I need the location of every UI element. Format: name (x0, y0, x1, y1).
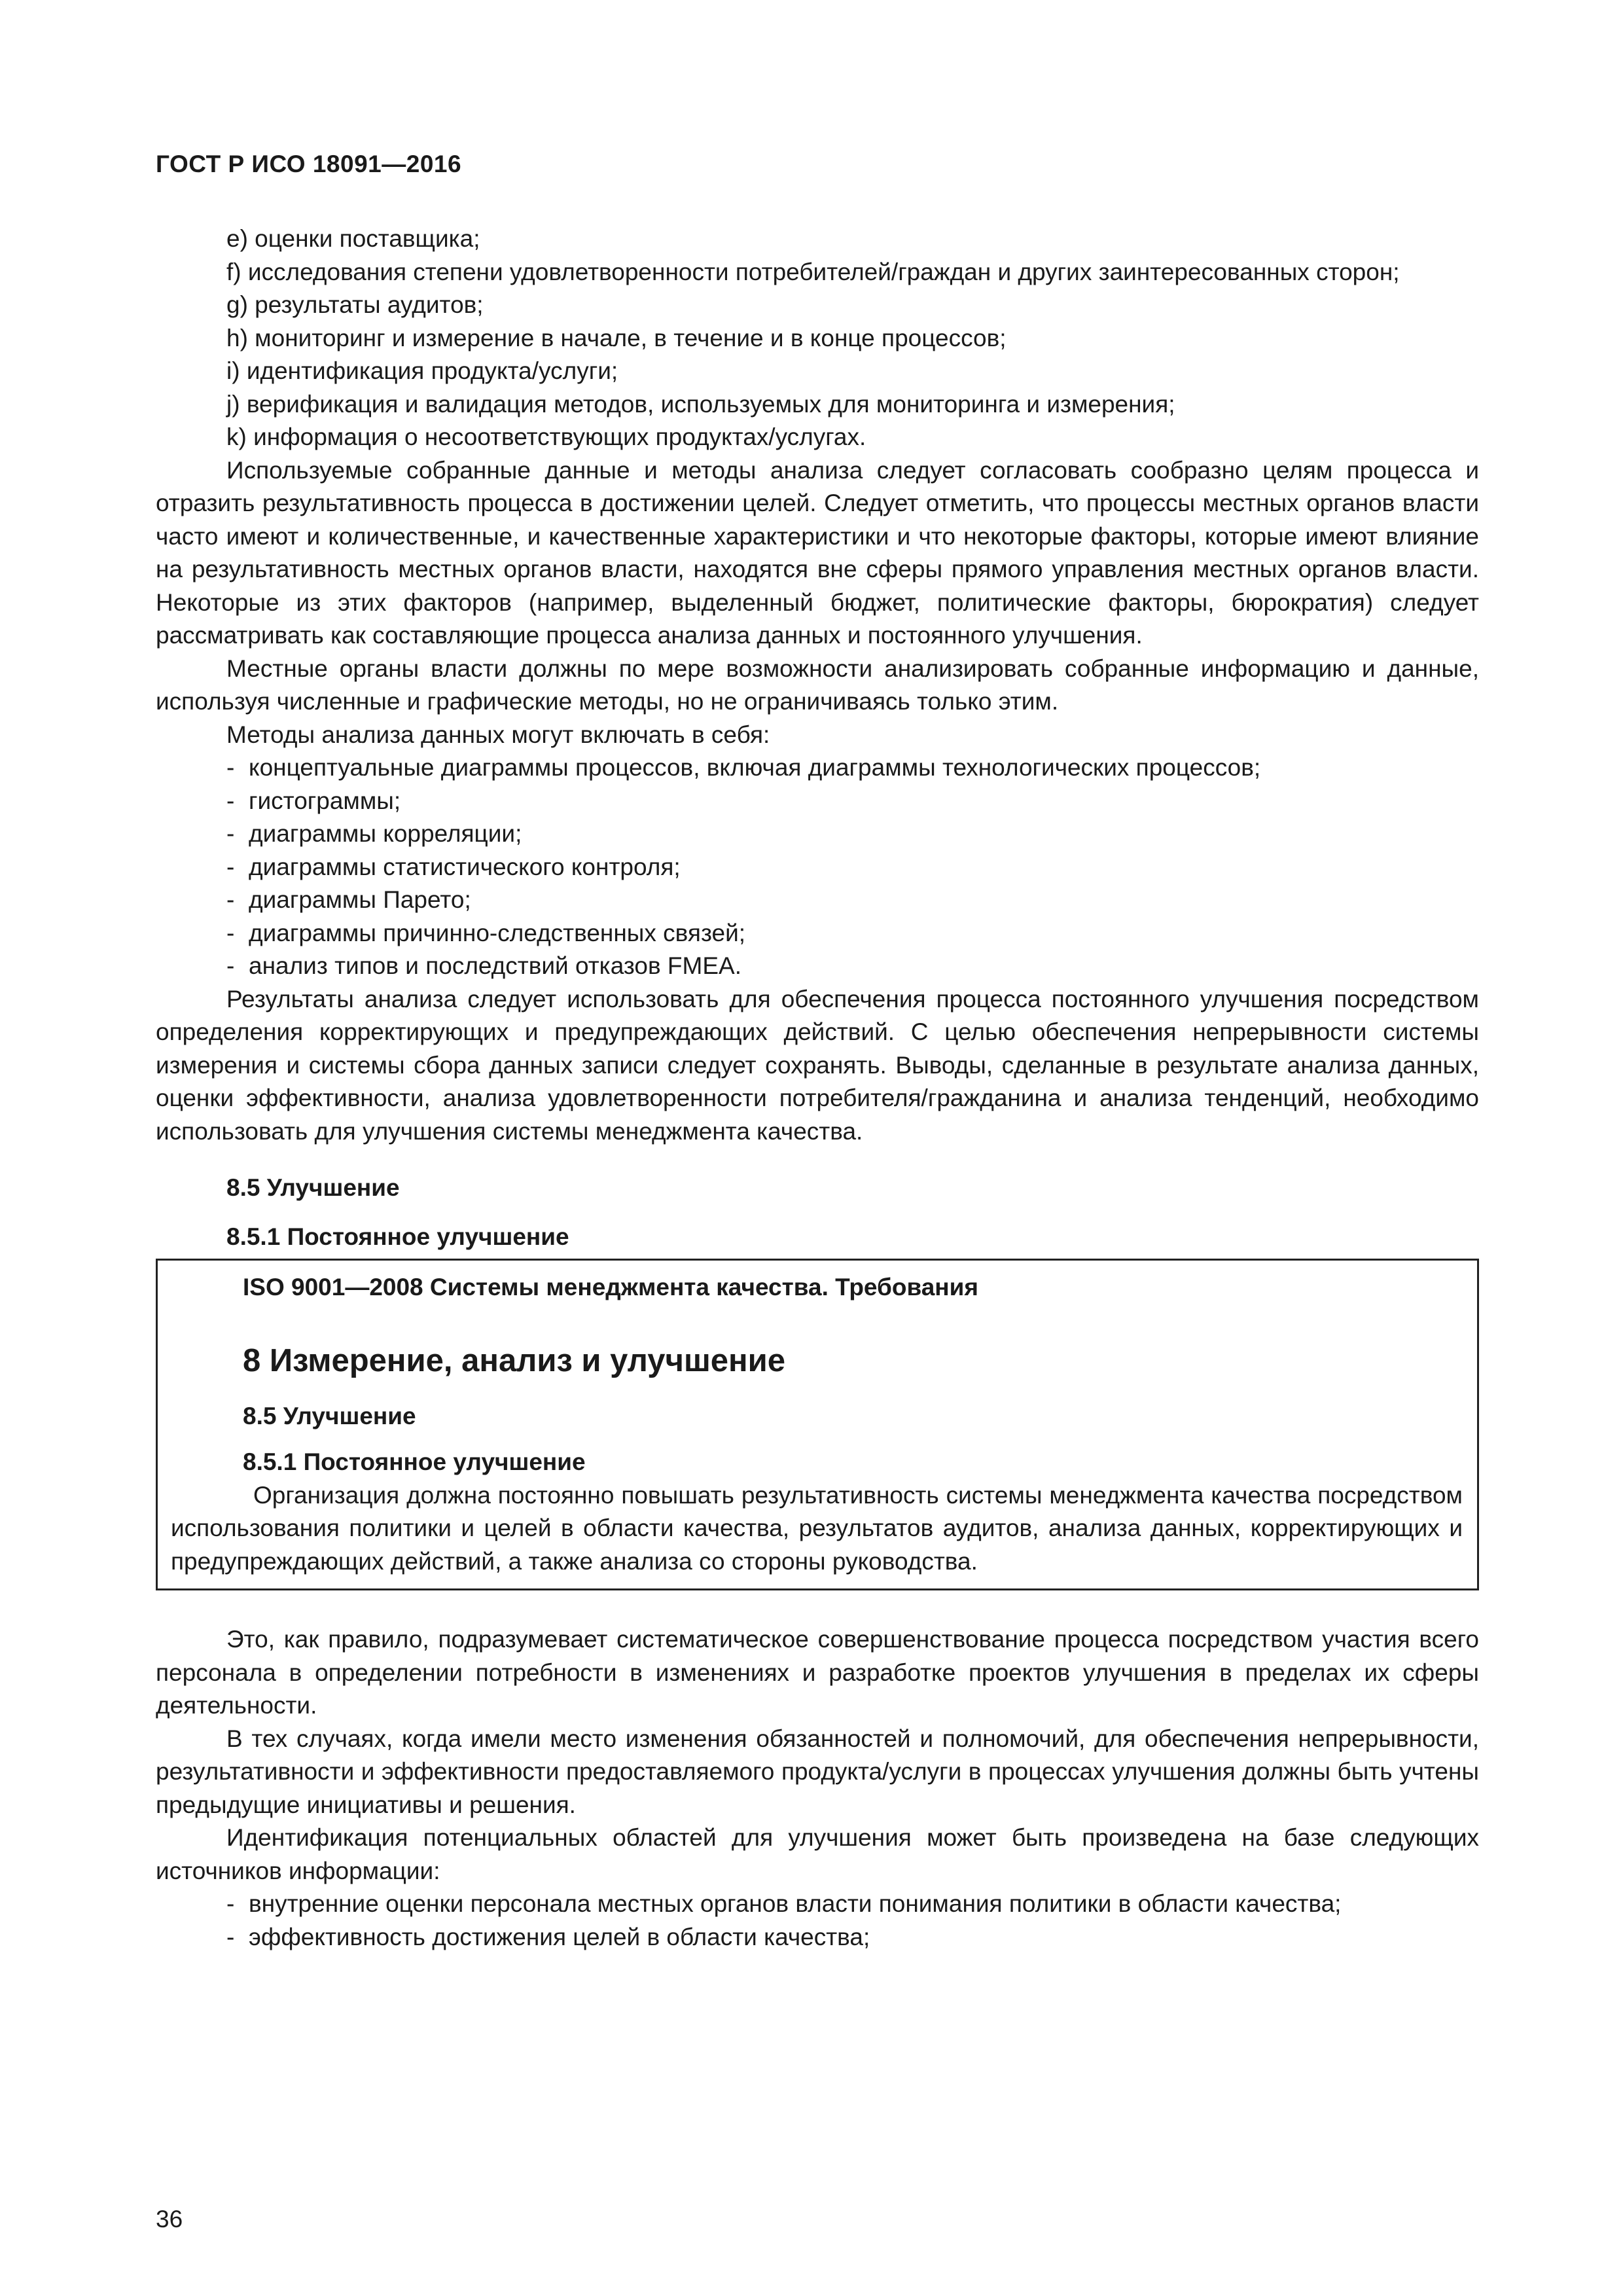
paragraph: Методы анализа данных могут включать в себя: (226, 721, 770, 748)
list-item: - диаграммы причинно-следственных связей; (226, 919, 746, 946)
list-item-j: j) верификация и валидация методов, используемых для мониторинга и измерения; (226, 390, 1175, 418)
box-section-heading: 8.5 Улучшение (243, 1402, 416, 1429)
paragraph: Результаты анализа следует использовать для обеспечения процесса постоянного улучшения посредством определения корректирующих и предупреждающих действий. С целью обеспечения непрерывности системы измерения и системы сбора данных записи следует сохранять. Выводы, сделанные в результате анализа данных, оценки эффективности, анализа удовлетворенности потребителя/гражданина и анализа тенденций, необходимо использовать для улучшения системы менеджмента качества. (156, 985, 1479, 1145)
paragraph: Это, как правило, подразумевает систематическое совершенствование процесса посредством участия всего персонала в определении потребности в изменениях и разработке проектов улучшения в пределах их сферы деятельности. (156, 1626, 1479, 1719)
list-item: - диаграммы Парето; (226, 886, 471, 913)
list-item: - диаграммы корреляции; (226, 820, 522, 847)
page-number: 36 (156, 2206, 183, 2233)
box-title: ISO 9001—2008 Системы менеджмента качества. Требования (243, 1274, 978, 1300)
section-heading-8-5-1: 8.5.1 Постоянное улучшение (226, 1223, 569, 1250)
paragraph: Используемые собранные данные и методы анализа следует согласовать сообразно целям процесса и отразить результативность процесса в достижении целей. Следует отметить, что процессы местных органов власти часто имеют и количественные, и качественные характеристики и что некоторые факторы, которые имеют влияние на результативность местных органов власти, находятся вне сферы прямого управления местных органов власти. Некоторые из этих факторов (например, выделенный бюджет, политические факторы, бюрократия) следует рассматривать как составляющие процесса анализа данных и постоянного улучшения. (156, 456, 1479, 649)
list-item-h: h) мониторинг и измерение в начале, в течение и в конце процессов; (226, 324, 1007, 351)
list-item: - анализ типов и последствий отказов FMEA. (226, 952, 741, 979)
paragraph: Идентификация потенциальных областей для улучшения может быть произведена на базе следующих источников информации: (156, 1824, 1479, 1884)
dash-list-sources (156, 1888, 1479, 1954)
list-item: - гистограммы; (226, 787, 401, 814)
paragraph: В тех случаях, когда имели место изменения обязанностей и полномочий, для обеспечения непрерывности, результативности и эффективности предоставляемого продукта/услуги в процессах улучшения должны быть учтены предыдущие инициативы и решения. (156, 1725, 1479, 1818)
page-content (156, 223, 1479, 1954)
paragraph: Местные органы власти должны по мере возможности анализировать собранные информацию и данные, используя численные и графические методы, но не ограничиваясь только этим. (156, 655, 1479, 715)
list-item: - внутренние оценки персонала местных органов власти понимания политики в области качества; (226, 1890, 1342, 1917)
list-item: - диаграммы статистического контроля; (226, 853, 681, 880)
list-item-f: f) исследования степени удовлетворенности потребителей/граждан и других заинтересованных сторон; (226, 258, 1400, 285)
page-header: ГОСТ Р ИСО 18091—2016 (156, 151, 462, 177)
box-subsection-heading: 8.5.1 Постоянное улучшение (243, 1448, 586, 1475)
iso-quote-box (156, 1259, 1479, 1590)
list-item-k: k) информация о несоответствующих продуктах/услугах. (226, 423, 866, 450)
list-item-i: i) идентификация продукта/услуги; (226, 357, 618, 384)
list-item-g: g) результаты аудитов; (226, 291, 484, 318)
box-text: Организация должна постоянно повышать результативность системы менеджмента качества посредством использования политики и целей в области качества, результатов аудитов, анализа данных, корректирующих и предупреждающих действий, а также анализа со стороны руководства. (171, 1481, 1463, 1575)
list-item: - эффективность достижения целей в области качества; (226, 1923, 870, 1950)
list-item: - концептуальные диаграммы процессов, включая диаграммы технологических процессов; (226, 754, 1261, 781)
section-heading-8-5: 8.5 Улучшение (226, 1174, 400, 1201)
list-item-e: e) оценки поставщика; (226, 225, 480, 252)
box-chapter-heading: 8 Измерение, анализ и улучшение (243, 1342, 786, 1378)
dash-list-methods (156, 751, 1479, 983)
